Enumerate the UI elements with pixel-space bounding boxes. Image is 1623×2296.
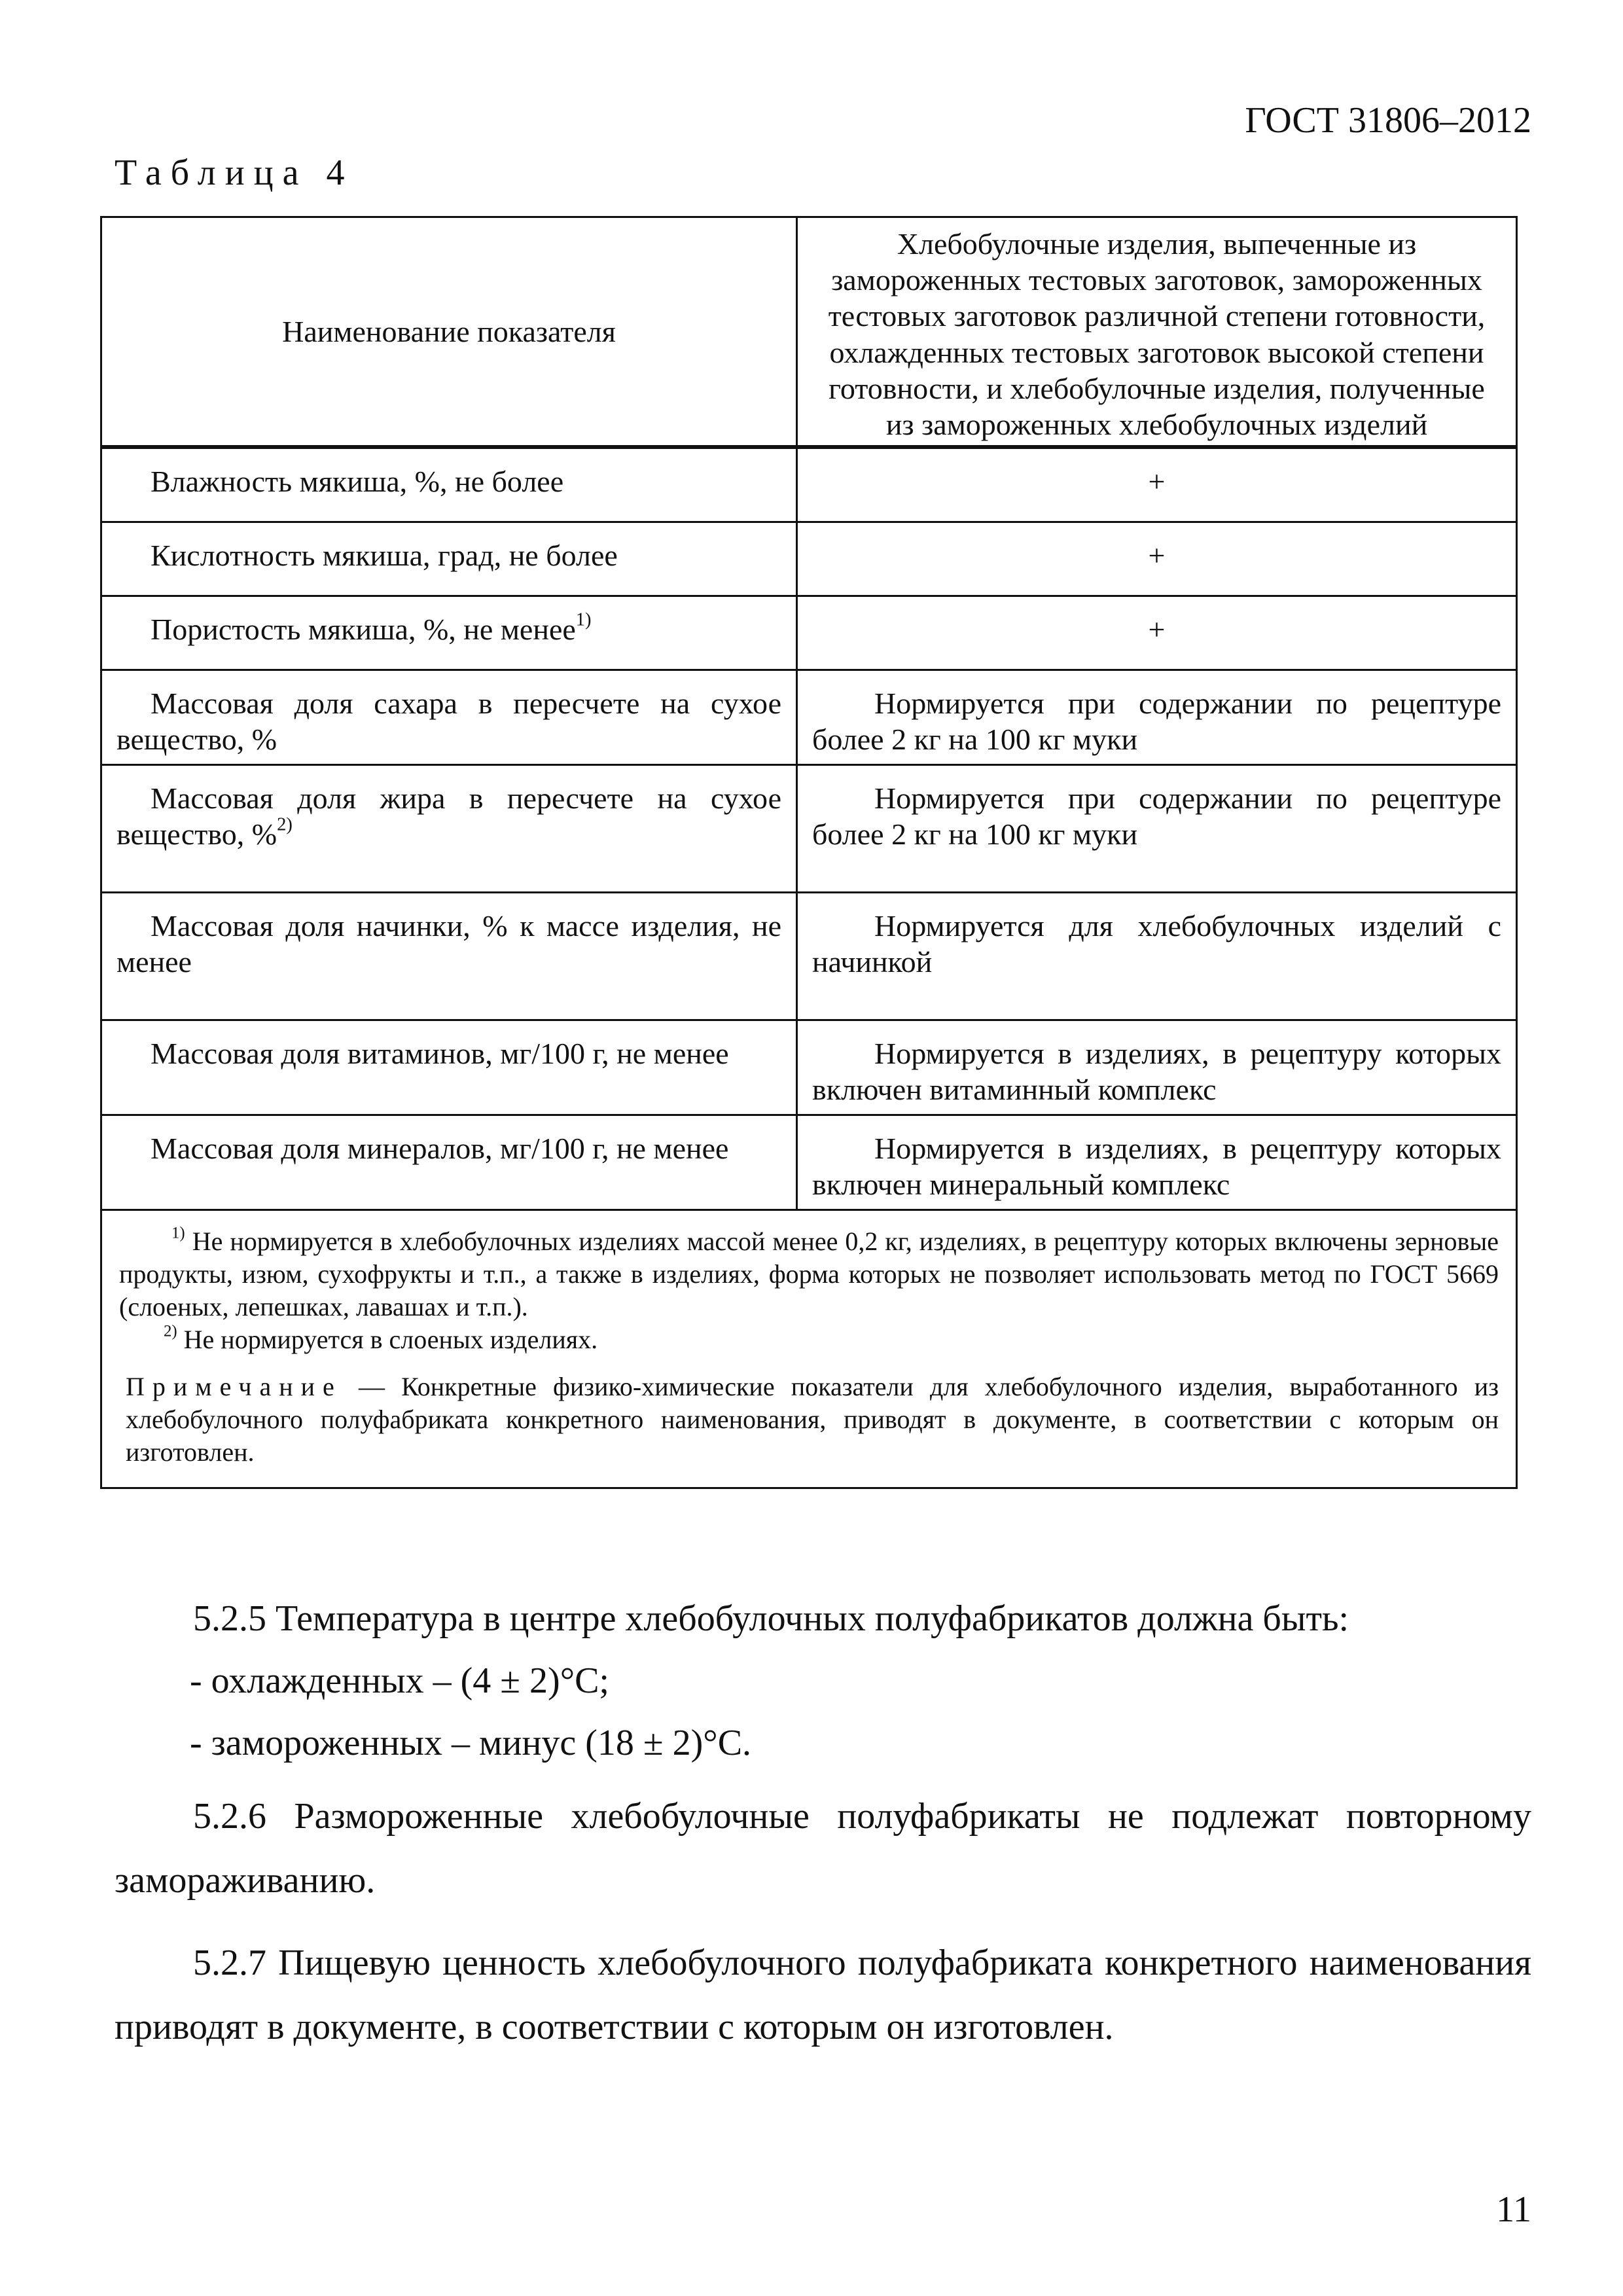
table-row xyxy=(101,893,1517,1020)
indicator-name: Влажность мякиша, %, не более xyxy=(101,447,797,522)
indicator-name-cell xyxy=(101,596,797,670)
table-row xyxy=(101,1020,1517,1115)
indicator-value: Нормируется при содержании по рецептуре более 2 кг на 100 кг муки xyxy=(797,765,1517,893)
footnote xyxy=(119,1323,1499,1356)
footnote-text: Не нормируется в хлебобулочных изделиях массой менее 0,2 кг, изделиях, в рецептуру которых включены зерновые продукты, изюм, сухофрукты и т.п., а также в изделиях, форма которых не позволяет использовать метод по ГОСТ 5669 (слоеных, лепешках, лавашах и т.п.). xyxy=(119,1227,1499,1322)
table-note xyxy=(119,1371,1499,1469)
indicator-value: + xyxy=(797,447,1517,522)
indicator-value: + xyxy=(797,522,1517,596)
indicator-name: Массовая доля начинки, % к массе изделия, не менее xyxy=(101,893,797,1020)
table-notes xyxy=(101,1210,1517,1488)
indicator-name: Массовая доля жира в пересчете на сухое вещество, % xyxy=(116,781,781,852)
footnote xyxy=(119,1225,1499,1323)
table-row xyxy=(101,447,1517,522)
indicator-name: Кислотность мякиша, град, не более xyxy=(101,522,797,596)
note-label: Примечание xyxy=(126,1372,342,1402)
page-number: 11 xyxy=(1496,2189,1531,2230)
indicators-table xyxy=(100,216,1518,1489)
indicator-value: Нормируется при содержании по рецептуре более 2 кг на 100 кг муки xyxy=(797,670,1517,765)
paragraph-5-2-6: 5.2.6 Размороженные хлебобулочные полуфабрикаты не подлежат повторному замораживанию. xyxy=(115,1795,1531,1901)
column-header-indicator: Наименование показателя xyxy=(101,217,797,448)
table-row xyxy=(101,596,1517,670)
indicator-value: + xyxy=(797,596,1517,670)
footnote-mark: 1) xyxy=(171,1224,185,1242)
body-text xyxy=(115,1597,1531,2059)
table-row xyxy=(101,522,1517,596)
table-row xyxy=(101,765,1517,893)
indicator-name: Пористость мякиша, %, не менее xyxy=(151,613,576,647)
indicator-name-cell xyxy=(101,765,797,893)
standard-code: ГОСТ 31806–2012 xyxy=(1245,100,1531,141)
table-row xyxy=(101,670,1517,765)
footnote-ref: 2) xyxy=(277,814,293,835)
list-item-frozen: - замороженных – минус (18 ± 2)°С. xyxy=(190,1723,752,1764)
list-item-chilled: - охлажденных – (4 ± 2)°С; xyxy=(190,1660,609,1702)
column-header-products: Хлебобулочные изделия, выпеченные из замороженных тестовых заготовок, замороженных тестовых заготовок различной степени готовности, охлажденных тестовых заготовок высокой степени готовности, и хлебобулочные изделия, полученные из замороженных хлебобулочных изделий xyxy=(797,217,1517,448)
table-notes-row xyxy=(101,1210,1517,1488)
indicator-value: Нормируется в изделиях, в рецептуру которых включен минеральный комплекс xyxy=(797,1115,1517,1210)
note-text: — Конкретные физико-химические показатели для хлебобулочного изделия, выработанного из хлебобулочного полуфабриката конкретного наименования, приводят в документе, в соответствии с которым он изготовлен. xyxy=(126,1372,1499,1467)
indicator-value: Нормируется в изделиях, в рецептуру которых включен витаминный комплекс xyxy=(797,1020,1517,1115)
footnote-text: Не нормируется в слоеных изделиях. xyxy=(183,1325,598,1355)
paragraph-5-2-7: 5.2.7 Пищевую ценность хлебобулочного полуфабриката конкретного наименования приводят в документе, в соответствии с которым он изготовлен. xyxy=(115,1942,1531,2047)
indicator-name: Массовая доля сахара в пересчете на сухое вещество, % xyxy=(101,670,797,765)
indicator-name: Массовая доля витаминов, мг/100 г, не менее xyxy=(101,1020,797,1115)
indicator-value: Нормируется для хлебобулочных изделий с начинкой xyxy=(797,893,1517,1020)
indicator-name: Массовая доля минералов, мг/100 г, не менее xyxy=(101,1115,797,1210)
paragraph-5-2-5: 5.2.5 Температура в центре хлебобулочных полуфабрикатов должна быть: xyxy=(193,1598,1349,1639)
table-caption: Таблица 4 xyxy=(115,152,354,193)
footnote-ref: 1) xyxy=(575,609,592,630)
table-header-row xyxy=(101,217,1517,448)
table-row xyxy=(101,1115,1517,1210)
footnote-mark: 2) xyxy=(164,1322,177,1340)
